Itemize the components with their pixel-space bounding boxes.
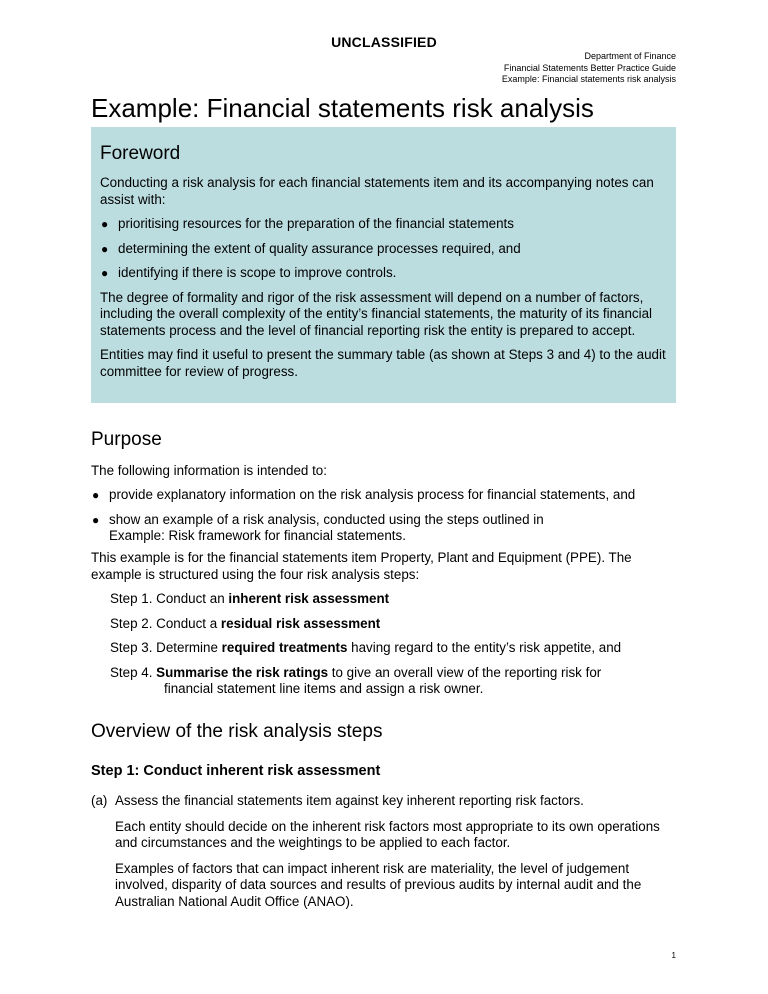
step-emphasis: inherent risk assessment [228, 591, 390, 606]
bullet-text-reference: Example: Risk framework for financial statements. [109, 528, 406, 543]
step-prefix: Step 1. Conduct an [110, 591, 229, 606]
foreword-intro: Conducting a risk analysis for each financial statements item and its accompanying notes can assist with: [100, 175, 654, 207]
step-item-1 [110, 591, 680, 608]
bullet-text: show an example of a risk analysis, conducted using the steps outlined in [109, 511, 544, 527]
header-line-document: Example: Financial statements risk analysis [501, 74, 676, 84]
bullet-text: prioritising resources for the preparation of the financial statements [118, 216, 514, 231]
step-prefix: Step 4. [110, 664, 157, 680]
bullet-icon: ● [92, 488, 100, 502]
item-paragraph-factors: Each entity should decide on the inherent risk factors most appropriate to its own operations and circumstances and the weightings to be applied to each factor. [115, 818, 660, 850]
running-header [502, 51, 676, 86]
bullet-icon: ● [101, 241, 109, 256]
foreword-heading: Foreword [100, 143, 181, 164]
item-paragraph-examples: Examples of factors that can impact inherent risk are materiality, the level of judgement involved, disparity of data sources and results of previous audits by internal audit and the Australian National Audit Office (ANAO). [115, 860, 642, 909]
list-item [91, 487, 681, 504]
purpose-intro: The following information is intended to: [91, 463, 327, 478]
purpose-bullet-list [91, 487, 681, 553]
step-item-3 [110, 640, 680, 657]
foreword-box [91, 127, 676, 403]
item-label: (a) [91, 793, 108, 808]
header-line-department: Department of Finance [584, 51, 676, 61]
purpose-paragraph: This example is for the financial statements item Property, Plant and Equipment (PPE). The example is structured using the four risk analysis steps: [91, 550, 632, 582]
page-title: Example: Financial statements risk analysis [91, 93, 594, 123]
step-emphasis: required treatments [221, 640, 348, 655]
bullet-text: identifying if there is scope to improve controls. [118, 265, 397, 280]
step-continuation: financial statement line items and assign a risk owner. [164, 681, 484, 696]
step-item-2 [110, 616, 680, 633]
bullet-icon: ● [101, 217, 109, 231]
foreword-bullet-list [100, 216, 668, 282]
bullet-text: provide explanatory information on the risk analysis process for financial statements, and [109, 487, 636, 502]
step1-heading: Step 1: Conduct inherent risk assessment [91, 763, 381, 779]
header-line-guide: Financial Statements Better Practice Guide [503, 62, 676, 73]
list-item-a [91, 793, 681, 919]
list-item [100, 241, 668, 258]
purpose-heading: Purpose [91, 429, 162, 450]
item-content [115, 793, 681, 910]
step-emphasis: residual risk assessment [220, 615, 381, 631]
page-number: 1 [671, 951, 676, 960]
step-suffix: to give an overall view of the reporting risk for [328, 664, 602, 680]
classification-marking: UNCLASSIFIED [331, 34, 437, 50]
item-text: Assess the financial statements item against key inherent reporting risk factors. [115, 793, 584, 808]
step-prefix: Step 3. Determine [110, 640, 222, 655]
bullet-icon: ● [101, 266, 109, 280]
step-item-4 [110, 665, 680, 698]
step-suffix: having regard to the entity’s risk appetite, and [347, 640, 622, 655]
foreword-paragraph-summary: Entities may find it useful to present the summary table (as shown at Steps 3 and 4) to the audit committee for review of progress. [100, 347, 666, 379]
steps-list [110, 591, 680, 706]
bullet-icon: ● [92, 512, 100, 527]
list-item [91, 512, 681, 545]
step-emphasis: Summarise the risk ratings [156, 664, 329, 680]
step-prefix: Step 2. Conduct a [110, 615, 221, 631]
overview-heading: Overview of the risk analysis steps [91, 721, 383, 742]
bullet-text: determining the extent of quality assurance processes required, and [118, 240, 521, 256]
list-item [100, 216, 668, 233]
list-item [100, 265, 668, 282]
foreword-paragraph-formality: The degree of formality and rigor of the risk assessment will depend on a number of factors, including the overall complexity of the entity’s financial statements, the maturity of its financial statements process and the level of financial reporting risk the entity is prepared to accept. [100, 289, 653, 338]
